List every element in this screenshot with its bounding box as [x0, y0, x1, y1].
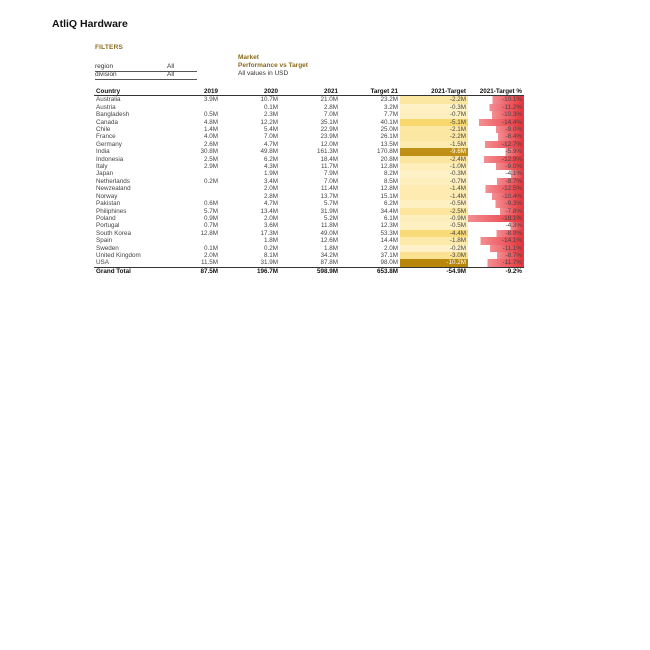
- cell-country: Pakistan: [96, 200, 121, 208]
- cell-country: Netherlands: [96, 177, 130, 185]
- cell-y2021: 31.9M: [320, 207, 338, 215]
- header-2021-target-pct[interactable]: 2021-Target %: [468, 88, 524, 96]
- cell-y2019: 0.1M: [204, 244, 218, 252]
- table-row: [94, 163, 524, 170]
- cell-y2020: 8.1M: [264, 251, 278, 259]
- cell-y2020: 4.3M: [264, 163, 278, 171]
- cell-target: 40.1M: [380, 118, 398, 126]
- cell-target: 34.4M: [380, 207, 398, 215]
- cell-y2021: 18.4M: [320, 155, 338, 163]
- cell-target: 23.2M: [380, 96, 398, 104]
- table-row: [94, 215, 524, 222]
- header-2019[interactable]: 2019: [160, 88, 220, 96]
- filter-division[interactable]: [95, 70, 197, 80]
- cell-y2019: [160, 237, 220, 244]
- cell-target: 170.8M: [376, 148, 398, 156]
- cell-y2020: 2.3M: [264, 111, 278, 119]
- cell-y2020: 0.1M: [264, 103, 278, 111]
- cell-y2020: 6.2M: [264, 155, 278, 163]
- cell-pct: -10.4%: [468, 193, 524, 200]
- cell-y2021: 34.2M: [320, 251, 338, 259]
- total-2019: 87.5M: [160, 267, 220, 275]
- cell-diff: -1.4M: [400, 185, 468, 192]
- cell-pct: -8.7%: [468, 252, 524, 259]
- cell-diff: -2.4M: [400, 156, 468, 163]
- cell-y2020: 5.4M: [264, 126, 278, 134]
- cell-y2020: 2.0M: [264, 185, 278, 193]
- table-row: [94, 148, 524, 155]
- report-title-line1: Market: [238, 54, 259, 61]
- cell-target: 12.3M: [380, 222, 398, 230]
- cell-country: India: [96, 148, 110, 156]
- cell-y2021: 13.7M: [320, 192, 338, 200]
- table-row: [94, 193, 524, 200]
- cell-country: USA: [96, 259, 109, 267]
- cell-y2021: 11.8M: [320, 222, 338, 230]
- cell-diff: -2.2M: [400, 133, 468, 140]
- cell-country: Spain: [96, 237, 113, 245]
- cell-y2021: 7.9M: [324, 170, 338, 178]
- cell-diff: -0.9M: [400, 215, 468, 222]
- table-row: [94, 230, 524, 237]
- cell-y2019: [160, 185, 220, 192]
- cell-y2019: 5.7M: [204, 207, 218, 215]
- cell-y2021: 1.8M: [324, 244, 338, 252]
- header-target-21[interactable]: Target 21: [340, 88, 400, 96]
- cell-pct: -7.8%: [468, 208, 524, 215]
- cell-y2020: 31.9M: [260, 259, 278, 267]
- cell-diff: -3.0M: [400, 252, 468, 259]
- cell-y2019: 0.2M: [204, 177, 218, 185]
- table-row: [94, 104, 524, 111]
- cell-y2020: 1.8M: [264, 237, 278, 245]
- cell-target: 6.2M: [384, 200, 398, 208]
- cell-y2020: 2.0M: [264, 214, 278, 222]
- cell-y2019: 2.6M: [204, 140, 218, 148]
- cell-target: 8.2M: [384, 170, 398, 178]
- cell-diff: -1.4M: [400, 193, 468, 200]
- cell-pct: -8.4%: [468, 133, 524, 140]
- cell-y2021: 7.0M: [324, 177, 338, 185]
- cell-y2020: 10.7M: [260, 96, 278, 104]
- cell-target: 53.3M: [380, 229, 398, 237]
- cell-y2021: 12.6M: [320, 237, 338, 245]
- cell-y2021: 87.8M: [320, 259, 338, 267]
- cell-diff: -0.7M: [400, 178, 468, 185]
- cell-country: Australia: [96, 96, 121, 104]
- cell-diff: -0.3M: [400, 104, 468, 111]
- cell-y2019: 0.5M: [204, 111, 218, 119]
- cell-y2020: 4.7M: [264, 200, 278, 208]
- cell-diff: -0.7M: [400, 111, 468, 118]
- cell-y2019: 1.4M: [204, 126, 218, 134]
- cell-pct: -11.1%: [468, 245, 524, 252]
- cell-diff: -1.0M: [400, 163, 468, 170]
- cell-y2021: 11.4M: [320, 185, 338, 193]
- cell-diff: -2.5M: [400, 208, 468, 215]
- cell-pct: -10.3%: [468, 111, 524, 118]
- cell-y2019: 4.0M: [204, 133, 218, 141]
- cell-y2020: 2.8M: [264, 192, 278, 200]
- cell-diff: -0.5M: [400, 222, 468, 229]
- cell-country: Newzealand: [96, 185, 131, 193]
- cell-y2019: 0.9M: [204, 214, 218, 222]
- table-row: [94, 178, 524, 185]
- filter-division-value[interactable]: All: [167, 71, 175, 78]
- table-row: [94, 245, 524, 252]
- cell-y2019: [160, 104, 220, 111]
- table-row: [94, 200, 524, 207]
- cell-diff: -0.5M: [400, 200, 468, 207]
- cell-y2019: 4.8M: [204, 118, 218, 126]
- total-2021-target-pct: -9.2%: [468, 267, 524, 275]
- market-performance-table: [94, 88, 524, 275]
- cell-diff: -1.8M: [400, 237, 468, 244]
- table-row: [94, 96, 524, 104]
- cell-target: 7.7M: [384, 111, 398, 119]
- cell-pct: -11.2%: [468, 104, 524, 111]
- filter-region-label: region: [95, 63, 114, 70]
- cell-target: 15.1M: [380, 192, 398, 200]
- cell-target: 25.0M: [380, 126, 398, 134]
- total-target-21: 653.8M: [340, 267, 400, 275]
- cell-target: 6.1M: [384, 214, 398, 222]
- cell-diff: -9.6M: [400, 148, 468, 155]
- cell-pct: -9.0%: [468, 126, 524, 133]
- cell-country: Norway: [96, 192, 118, 200]
- cell-y2019: 12.8M: [200, 229, 218, 237]
- table-row: [94, 185, 524, 192]
- cell-diff: -2.2M: [400, 96, 468, 104]
- report-title-line2: Performance vs Target: [238, 62, 308, 69]
- cell-y2020: 12.2M: [260, 118, 278, 126]
- cell-y2021: 11.7M: [320, 163, 338, 171]
- cell-diff: -1.5M: [400, 141, 468, 148]
- cell-y2021: 2.8M: [324, 103, 338, 111]
- company-title: AtliQ Hardware: [52, 18, 128, 30]
- cell-y2019: 30.8M: [200, 148, 218, 156]
- cell-y2020: 4.7M: [264, 140, 278, 148]
- cell-target: 37.1M: [380, 251, 398, 259]
- total-2021-target: -54.9M: [400, 267, 468, 275]
- cell-target: 8.5M: [384, 177, 398, 185]
- cell-y2019: 2.0M: [204, 251, 218, 259]
- cell-y2020: 49.8M: [260, 148, 278, 156]
- cell-pct: -10.1%: [468, 96, 524, 104]
- cell-pct: -8.9%: [468, 230, 524, 237]
- cell-target: 12.8M: [380, 163, 398, 171]
- cell-y2019: 0.7M: [204, 222, 218, 230]
- cell-country: Poland: [96, 214, 116, 222]
- table-row: [94, 252, 524, 259]
- cell-y2019: 11.5M: [200, 259, 218, 267]
- cell-country: Germany: [96, 140, 122, 148]
- cell-country: Canada: [96, 118, 119, 126]
- cell-y2020: 17.3M: [260, 229, 278, 237]
- filter-division-label: division: [95, 71, 117, 78]
- cell-y2019: 0.6M: [204, 200, 218, 208]
- cell-y2020: 7.0M: [264, 133, 278, 141]
- cell-pct: -12.7%: [468, 141, 524, 148]
- table-row: [94, 222, 524, 229]
- header-2021[interactable]: 2021: [280, 88, 340, 96]
- cell-diff: -5.1M: [400, 119, 468, 126]
- cell-diff: -2.1M: [400, 126, 468, 133]
- table-row: [94, 119, 524, 126]
- cell-y2021: 49.0M: [320, 229, 338, 237]
- cell-pct: -14.4%: [468, 119, 524, 126]
- cell-y2019: 2.9M: [204, 163, 218, 171]
- cell-y2019: [160, 193, 220, 200]
- cell-y2020: 0.2M: [264, 244, 278, 252]
- table-row: [94, 156, 524, 163]
- filters-heading: FILTERS: [95, 44, 123, 51]
- cell-target: 98.0M: [380, 259, 398, 267]
- cell-target: 3.2M: [384, 103, 398, 111]
- cell-country: France: [96, 133, 116, 141]
- filter-region-value[interactable]: All: [167, 63, 175, 70]
- cell-pct: -8.7%: [468, 178, 524, 185]
- cell-y2020: 1.9M: [264, 170, 278, 178]
- cell-country: Indonesia: [96, 155, 124, 163]
- table-row: [94, 141, 524, 148]
- cell-y2021: 161.3M: [316, 148, 338, 156]
- cell-country: Portugal: [96, 222, 120, 230]
- cell-diff: -4.4M: [400, 230, 468, 237]
- header-country[interactable]: Country: [94, 88, 160, 96]
- cell-y2021: 5.7M: [324, 200, 338, 208]
- cell-target: 20.8M: [380, 155, 398, 163]
- cell-diff: -0.3M: [400, 170, 468, 177]
- cell-pct: -4.3%: [468, 222, 524, 229]
- cell-y2021: 7.0M: [324, 111, 338, 119]
- header-2020[interactable]: 2020: [220, 88, 280, 96]
- cell-y2021: 22.9M: [320, 126, 338, 134]
- cell-country: Chile: [96, 126, 111, 134]
- cell-y2021: 5.2M: [324, 214, 338, 222]
- total-2020: 196.7M: [220, 267, 280, 275]
- cell-country: United Kingdom: [96, 251, 141, 259]
- cell-pct: -9.3%: [468, 200, 524, 207]
- header-2021-target[interactable]: 2021-Target: [400, 88, 468, 96]
- cell-pct: -12.9%: [468, 156, 524, 163]
- cell-y2021: 23.9M: [320, 133, 338, 141]
- cell-country: Philiphines: [96, 207, 127, 215]
- table-header-row: [94, 88, 524, 96]
- cell-y2019: [160, 170, 220, 177]
- cell-country: Italy: [96, 163, 108, 171]
- cell-pct: -14.1%: [468, 237, 524, 244]
- values-note: All values in USD: [238, 70, 289, 77]
- cell-pct: -18.1%: [468, 215, 524, 222]
- cell-y2019: 2.5M: [204, 155, 218, 163]
- cell-pct: -12.5%: [468, 185, 524, 192]
- cell-pct: -11.7%: [468, 259, 524, 267]
- cell-y2020: 3.6M: [264, 222, 278, 230]
- cell-pct: -5.9%: [468, 148, 524, 155]
- cell-country: Sweden: [96, 244, 119, 252]
- cell-pct: -4.1%: [468, 170, 524, 177]
- cell-y2020: 3.4M: [264, 177, 278, 185]
- table-row: [94, 208, 524, 215]
- cell-target: 14.4M: [380, 237, 398, 245]
- table-row: [94, 133, 524, 140]
- cell-y2020: 13.4M: [260, 207, 278, 215]
- cell-diff: -0.2M: [400, 245, 468, 252]
- table-row: [94, 259, 524, 267]
- cell-target: 12.8M: [380, 185, 398, 193]
- table-row: [94, 237, 524, 244]
- total-label: Grand Total: [94, 267, 160, 275]
- cell-target: 2.0M: [384, 244, 398, 252]
- cell-country: Bangladesh: [96, 111, 130, 119]
- table-row: [94, 126, 524, 133]
- cell-target: 26.1M: [380, 133, 398, 141]
- cell-country: South Korea: [96, 229, 132, 237]
- cell-diff: -10.2M: [400, 259, 468, 267]
- table-row: [94, 111, 524, 118]
- total-2021: 598.9M: [280, 267, 340, 275]
- cell-y2019: 3.9M: [204, 96, 218, 104]
- cell-pct: -9.0%: [468, 163, 524, 170]
- cell-y2021: 21.0M: [320, 96, 338, 104]
- cell-country: Austria: [96, 103, 116, 111]
- grand-total-row: [94, 267, 524, 275]
- cell-y2021: 35.1M: [320, 118, 338, 126]
- cell-country: Japan: [96, 170, 114, 178]
- cell-y2021: 12.0M: [320, 140, 338, 148]
- cell-target: 13.5M: [380, 140, 398, 148]
- table-row: [94, 170, 524, 177]
